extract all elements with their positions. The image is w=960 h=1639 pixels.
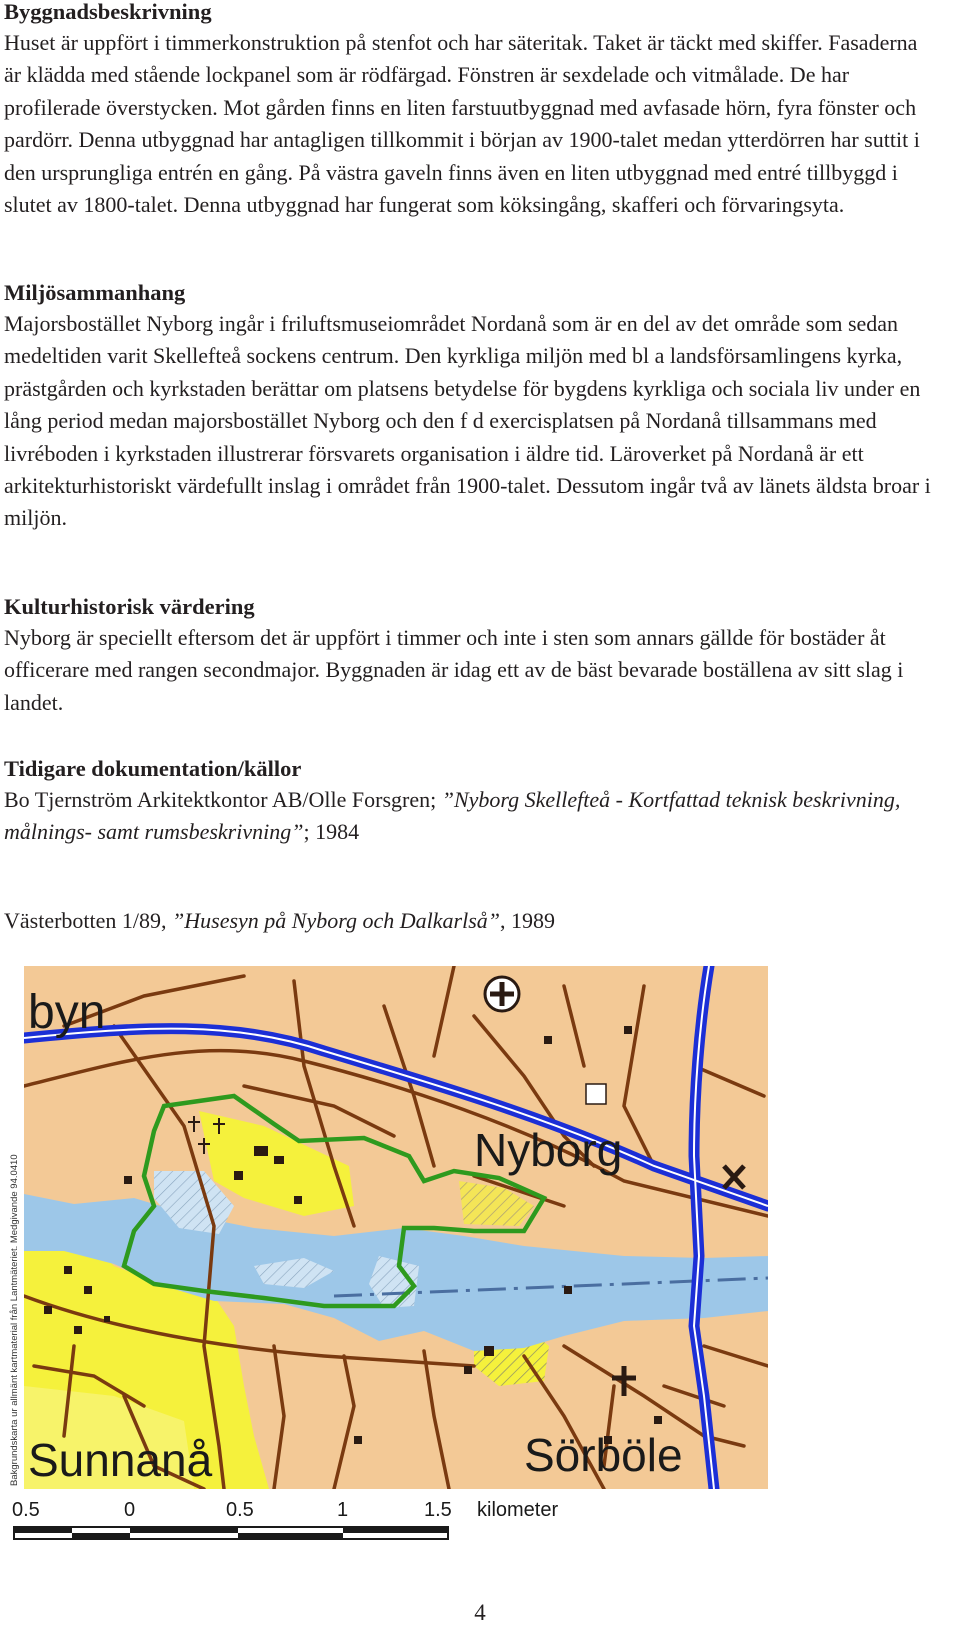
scale-unit: kilometer bbox=[477, 1499, 559, 1521]
section-cultural-value bbox=[4, 592, 934, 719]
text-environment: Majorsbostället Nyborg ingår i friluftsmuseiområdet Nordanå som är en del av det område som sedan medeltiden varit Skellefteå sockens centrum. Den kyrkliga miljön med bl a landsförsamlingens kyrka, prästgården och kyrkstaden berättar om platsens betydelse för bygdens kyrkliga och sociala liv under en lång period medan majorsbostället Nyborg och den f d exercisplatsen på Nordanå tillsammans med livréboden i kyrkstaden illustrerar försvarets organisation i äldre tid. Läroverket på Nordanå är ett arkitekturhistoriskt värdefullt inslag i området från 1900-talet. Dessutom ingår två av länets äldsta broar i miljön. bbox=[4, 311, 931, 531]
ref1-prefix: Bo Tjernström Arkitektkontor AB/Olle Forsgren; bbox=[4, 787, 442, 812]
text-cultural-value: Nyborg är speciellt eftersom det är uppfört i timmer och inte i sten som annars gällde för bostäder åt officerare med rangen secondmajor. Byggnaden är idag ett av de bäst bevarade boställena av sitt slag i landet. bbox=[4, 625, 904, 715]
ref2-title: ”Husesyn på Nyborg och Dalkarlså” bbox=[172, 908, 500, 933]
text-building-description: Huset är uppfört i timmerkonstruktion på stenfot och har säteritak. Taket är täckt med skiffer. Fasaderna är klädda med stående lockpanel som är rödfärgad. Fönstren är sexdelade och vitmålade. De har profilerade överstycken. Mot gården finns en liten farstuutbyggnad med avfasade hörn, fyra fönster och pardörr. Denna utbyggnad har antagligen tillkommit i början av 1900-talet medan ytterdörren har suttit i den ursprungliga entrén en gång. På västra gaveln finns även en liten utbyggnad med entré tillbyggd i slutet av 1800-talet. Denna utbyggnad har fungerat som köksingång, skafferi och förvaringsyta. bbox=[4, 30, 920, 218]
ref1-title: ”Nyborg Skellefteå - Kortfattad teknisk beskrivning, målnings- samt rumsbeskrivning” bbox=[4, 787, 901, 845]
scale-tick-2: 0.5 bbox=[226, 1499, 254, 1521]
scale-tick-3: 1 bbox=[337, 1499, 349, 1521]
section-building-description bbox=[4, 0, 934, 221]
source-reference-1 bbox=[4, 784, 934, 849]
map-label-nyborg: Nyborg bbox=[474, 1124, 623, 1176]
heading-building-description: Byggnadsbeskrivning bbox=[4, 0, 212, 24]
map-scale-bar bbox=[14, 1527, 448, 1539]
source-reference-2-block bbox=[4, 905, 934, 937]
heading-cultural-value: Kulturhistorisk värdering bbox=[4, 594, 255, 619]
ref1-suffix: ; 1984 bbox=[303, 819, 360, 845]
map-svg bbox=[4, 966, 768, 1578]
scale-tick-4: 1.5 bbox=[424, 1499, 452, 1521]
ref2-suffix: , 1989 bbox=[500, 908, 555, 933]
page-number: 4 bbox=[474, 1600, 486, 1625]
ref2-prefix: Västerbotten 1/89, bbox=[4, 908, 173, 933]
map-label-byn: byn bbox=[28, 986, 106, 1039]
map-label-sunnana: Sunnanå bbox=[28, 1434, 213, 1486]
scale-tick-1: 0 bbox=[124, 1499, 136, 1521]
heading-environment: Miljösammanhang bbox=[4, 280, 186, 305]
section-sources bbox=[4, 754, 934, 849]
map-figure bbox=[4, 966, 768, 1578]
map-label-sorbole: Sörböle bbox=[524, 1429, 683, 1481]
map-side-credit: Bakgrundskarta ur allmänt kartmaterial från Lantmäteriet. Medgivande 94.0410 bbox=[9, 1154, 20, 1486]
map-church-symbol bbox=[485, 977, 519, 1011]
scale-tick-0: 0.5 bbox=[12, 1499, 40, 1521]
heading-sources: Tidigare dokumentation/källor bbox=[4, 756, 302, 781]
section-environment bbox=[4, 278, 934, 535]
source-reference-2 bbox=[4, 905, 934, 937]
map-white-square bbox=[586, 1084, 606, 1104]
